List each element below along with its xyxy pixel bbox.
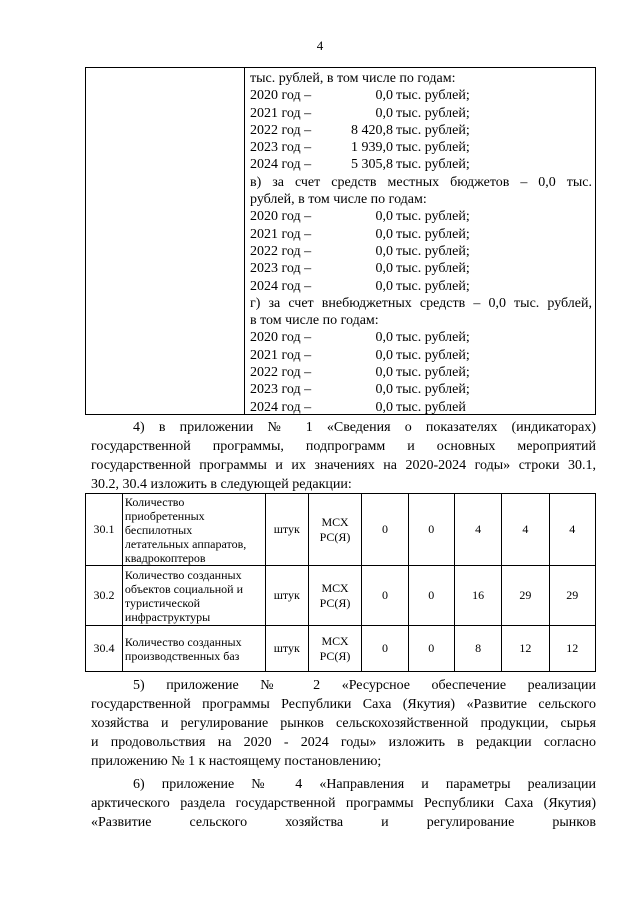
year-unit: тыс. рублей; xyxy=(396,278,470,294)
value-cell: 4 xyxy=(454,494,501,566)
year-value: 0,0 xyxy=(375,365,393,381)
funding-text-line: в том числе по годам: xyxy=(250,313,379,329)
table-row xyxy=(86,566,596,626)
year-unit: тыс. рублей; xyxy=(396,209,470,225)
year-value: 0,0 xyxy=(375,226,393,242)
year-unit: тыс. рублей; xyxy=(396,122,470,138)
year-label: 2022 год – xyxy=(250,243,312,259)
year-value: 0,0 xyxy=(375,243,393,259)
funding-year-line xyxy=(250,364,592,381)
organization-cell xyxy=(308,494,362,566)
value-cell: 29 xyxy=(549,566,595,626)
organization-cell xyxy=(308,566,362,626)
indicator-name-line: Количество xyxy=(124,494,185,509)
paragraph-line: 4) в приложении № 1 «Сведения о показателях (индикаторах) xyxy=(133,420,596,435)
year-value: 8 420,8 xyxy=(351,122,393,138)
value-cell: 0 xyxy=(408,626,454,672)
paragraph-line: хозяйства и регулирование рынков сельскохозяйственной продукции, сырья xyxy=(91,716,596,731)
paragraph-line: государственной программы Республики Саха (Якутия) «Развитие сельского xyxy=(91,697,596,712)
year-label: 2021 год – xyxy=(250,105,312,121)
row-number: 30.2 xyxy=(86,566,123,626)
indicator-name-line: квадрокоптеров xyxy=(124,550,206,565)
year-value: 0,0 xyxy=(375,278,393,294)
year-label: 2021 год – xyxy=(250,347,312,363)
value-cell: 29 xyxy=(502,566,549,626)
year-label: 2024 год – xyxy=(250,278,312,294)
funding-year-line xyxy=(250,243,592,260)
year-unit: тыс. рублей; xyxy=(396,157,470,173)
year-label: 2024 год – xyxy=(250,157,312,173)
funding-year-line xyxy=(250,139,592,156)
organization-line: МСХ xyxy=(321,633,349,648)
paragraph-5 xyxy=(91,676,596,771)
funding-year-line xyxy=(250,329,592,346)
year-label: 2023 год – xyxy=(250,382,312,398)
organization-line: РС(Я) xyxy=(319,595,351,610)
value-cell: 4 xyxy=(502,494,549,566)
table-row xyxy=(86,626,596,672)
year-label: 2023 год – xyxy=(250,140,312,156)
paragraph-line: 30.2, 30.4 изложить в следующей редакции: xyxy=(91,477,352,492)
funding-year-line xyxy=(250,105,592,122)
year-unit: тыс. рублей xyxy=(396,399,466,415)
year-label: 2020 год – xyxy=(250,209,312,225)
funding-lines xyxy=(250,70,592,416)
value-cell: 0 xyxy=(408,494,454,566)
unit-cell: штук xyxy=(265,494,308,566)
year-label: 2020 год – xyxy=(250,88,312,104)
paragraph-line: арктического раздела государственной программы Республики Саха (Якутия) xyxy=(91,796,596,811)
year-unit: тыс. рублей; xyxy=(396,382,470,398)
year-label: 2022 год – xyxy=(250,122,312,138)
indicator-name-line: объектов социальной и xyxy=(124,581,244,596)
funding-year-line xyxy=(250,260,592,277)
year-label: 2022 год – xyxy=(250,365,312,381)
year-value: 0,0 xyxy=(375,330,393,346)
funding-year-line xyxy=(250,399,592,416)
value-cell: 16 xyxy=(454,566,501,626)
year-unit: тыс. рублей; xyxy=(396,105,470,121)
paragraph-line: государственной программы и их значениях на 2020-2024 годы» строки 30.1, xyxy=(91,458,596,473)
paragraph-line: 6) приложение № 4 «Направления и параметры реализации xyxy=(133,777,596,792)
page-number: 4 xyxy=(316,38,324,53)
indicator-name-line: приобретенных xyxy=(124,508,205,523)
year-value: 0,0 xyxy=(375,399,393,415)
unit-cell: штук xyxy=(265,626,308,672)
organization-line: МСХ xyxy=(321,580,349,595)
year-value: 0,0 xyxy=(375,382,393,398)
organization-line: МСХ xyxy=(321,514,349,529)
paragraph-line: приложению № 1 к настоящему постановлению; xyxy=(91,754,382,769)
indicator-name-line: беспилотных xyxy=(124,522,193,537)
year-unit: тыс. рублей; xyxy=(396,347,470,363)
paragraph-line: «Развитие сельского хозяйства и регулирование рынков xyxy=(91,815,596,830)
paragraph-line: и продовольствия на 2020 - 2024 годы» изложить в редакции согласно xyxy=(91,735,596,750)
indicator-name xyxy=(122,494,265,566)
funding-table xyxy=(85,67,596,415)
funding-text-line: тыс. рублей, в том числе по годам: xyxy=(250,71,456,86)
funding-text-line: г) за счет внебюджетных средств – 0,0 тыс. рублей, xyxy=(250,295,592,311)
year-value: 0,0 xyxy=(375,347,393,363)
value-cell: 0 xyxy=(362,494,408,566)
value-cell: 0 xyxy=(408,566,454,626)
year-value: 0,0 xyxy=(375,105,393,121)
year-value: 0,0 xyxy=(375,209,393,225)
year-label: 2020 год – xyxy=(250,330,312,346)
year-value: 0,0 xyxy=(375,261,393,277)
year-value: 5 305,8 xyxy=(351,157,393,173)
funding-year-line xyxy=(250,347,592,364)
funding-year-line xyxy=(250,208,592,225)
value-cell: 0 xyxy=(362,626,408,672)
year-value: 0,0 xyxy=(375,88,393,104)
indicator-name-line: туристической xyxy=(124,595,201,610)
indicator-name xyxy=(122,566,265,626)
organization-line: РС(Я) xyxy=(319,529,351,544)
year-unit: тыс. рублей; xyxy=(396,140,470,156)
funding-year-line xyxy=(250,226,592,243)
indicator-name-line: летательных аппаратов, xyxy=(124,536,247,551)
indicator-name xyxy=(122,626,265,672)
funding-year-line xyxy=(250,122,592,139)
funding-text-line: в) за счет средств местных бюджетов – 0,0 тыс. xyxy=(250,174,592,190)
value-cell: 8 xyxy=(454,626,501,672)
funding-year-line xyxy=(250,381,592,398)
organization-cell xyxy=(308,626,362,672)
column-divider xyxy=(244,68,245,414)
table-row xyxy=(86,494,596,566)
indicator-name-line: производственных баз xyxy=(124,648,240,663)
year-unit: тыс. рублей; xyxy=(396,226,470,242)
indicator-name-line: Количество созданных xyxy=(124,634,242,649)
funding-text-line: рублей, в том числе по годам: xyxy=(250,192,427,208)
value-cell: 4 xyxy=(549,494,595,566)
value-cell: 12 xyxy=(502,626,549,672)
indicator-name-line: Количество созданных xyxy=(124,567,242,582)
paragraph-6 xyxy=(91,775,596,832)
indicator-name-line: инфраструктуры xyxy=(124,609,211,624)
funding-year-line xyxy=(250,156,592,173)
year-label: 2024 год – xyxy=(250,399,312,415)
organization-line: РС(Я) xyxy=(319,648,351,663)
value-cell: 12 xyxy=(549,626,595,672)
year-label: 2023 год – xyxy=(250,261,312,277)
indicator-table xyxy=(85,493,596,672)
paragraph-line: государственной программы, подпрограмм и основных мероприятий xyxy=(91,439,596,454)
year-value: 1 939,0 xyxy=(351,140,393,156)
funding-year-line xyxy=(250,278,592,295)
year-unit: тыс. рублей; xyxy=(396,88,470,104)
unit-cell: штук xyxy=(265,566,308,626)
year-label: 2021 год – xyxy=(250,226,312,242)
paragraph-4 xyxy=(91,418,596,494)
row-number: 30.4 xyxy=(86,626,123,672)
year-unit: тыс. рублей; xyxy=(396,243,470,259)
year-unit: тыс. рублей; xyxy=(396,261,470,277)
value-cell: 0 xyxy=(362,566,408,626)
funding-year-line xyxy=(250,87,592,104)
year-unit: тыс. рублей; xyxy=(396,330,470,346)
year-unit: тыс. рублей; xyxy=(396,365,470,381)
paragraph-line: 5) приложение № 2 «Ресурсное обеспечение реализации xyxy=(133,678,596,693)
row-number: 30.1 xyxy=(86,494,123,566)
